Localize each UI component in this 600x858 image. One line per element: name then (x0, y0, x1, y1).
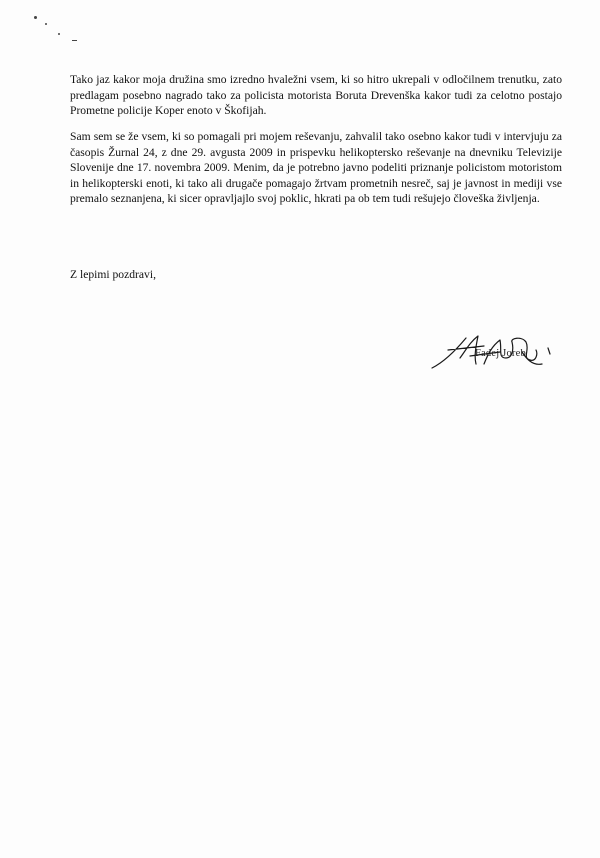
scan-speck (72, 40, 77, 41)
letter-paragraph-thanks: Sam sem se že vsem, ki so pomagali pri mojem reševanju, zahvalil tako osebno kakor tudi v intervjuju za časopis Žurnal 24, z dne 29. avgusta 2009 in prispevku helikoptersko reševanje na dnevniku Televizije Slovenije dne 17. novembra 2009. Menim, da je potrebno javno podeliti priznanje policistom motoristom in helikopterski enoti, ki tako ali drugače pomagajo žrtvam prometnih nesreč, saj je javnost in mediji vse premalo seznanjena, ki sicer opravljajlo svoj poklic, hkrati pa ob tem tudi rešujejo človeška življenja. (70, 130, 562, 206)
letter-paragraph-gratitude: Tako jaz kakor moja družina smo izredno hvaležni vsem, ki so hitro ukrepali v odločilnem trenutku, zato predlagam posebno nagrado tako za policista motorista Boruta Drevenška kakor tudi za celotno postajo Prometne policije Koper enoto v Škofijah. (70, 73, 562, 118)
scan-speck (58, 33, 60, 35)
letter-closing: Z lepimi pozdravi, (70, 268, 156, 281)
scan-speck (45, 23, 47, 25)
signatory-name: Fadej Joreb (475, 348, 526, 359)
scan-speck (34, 16, 37, 19)
